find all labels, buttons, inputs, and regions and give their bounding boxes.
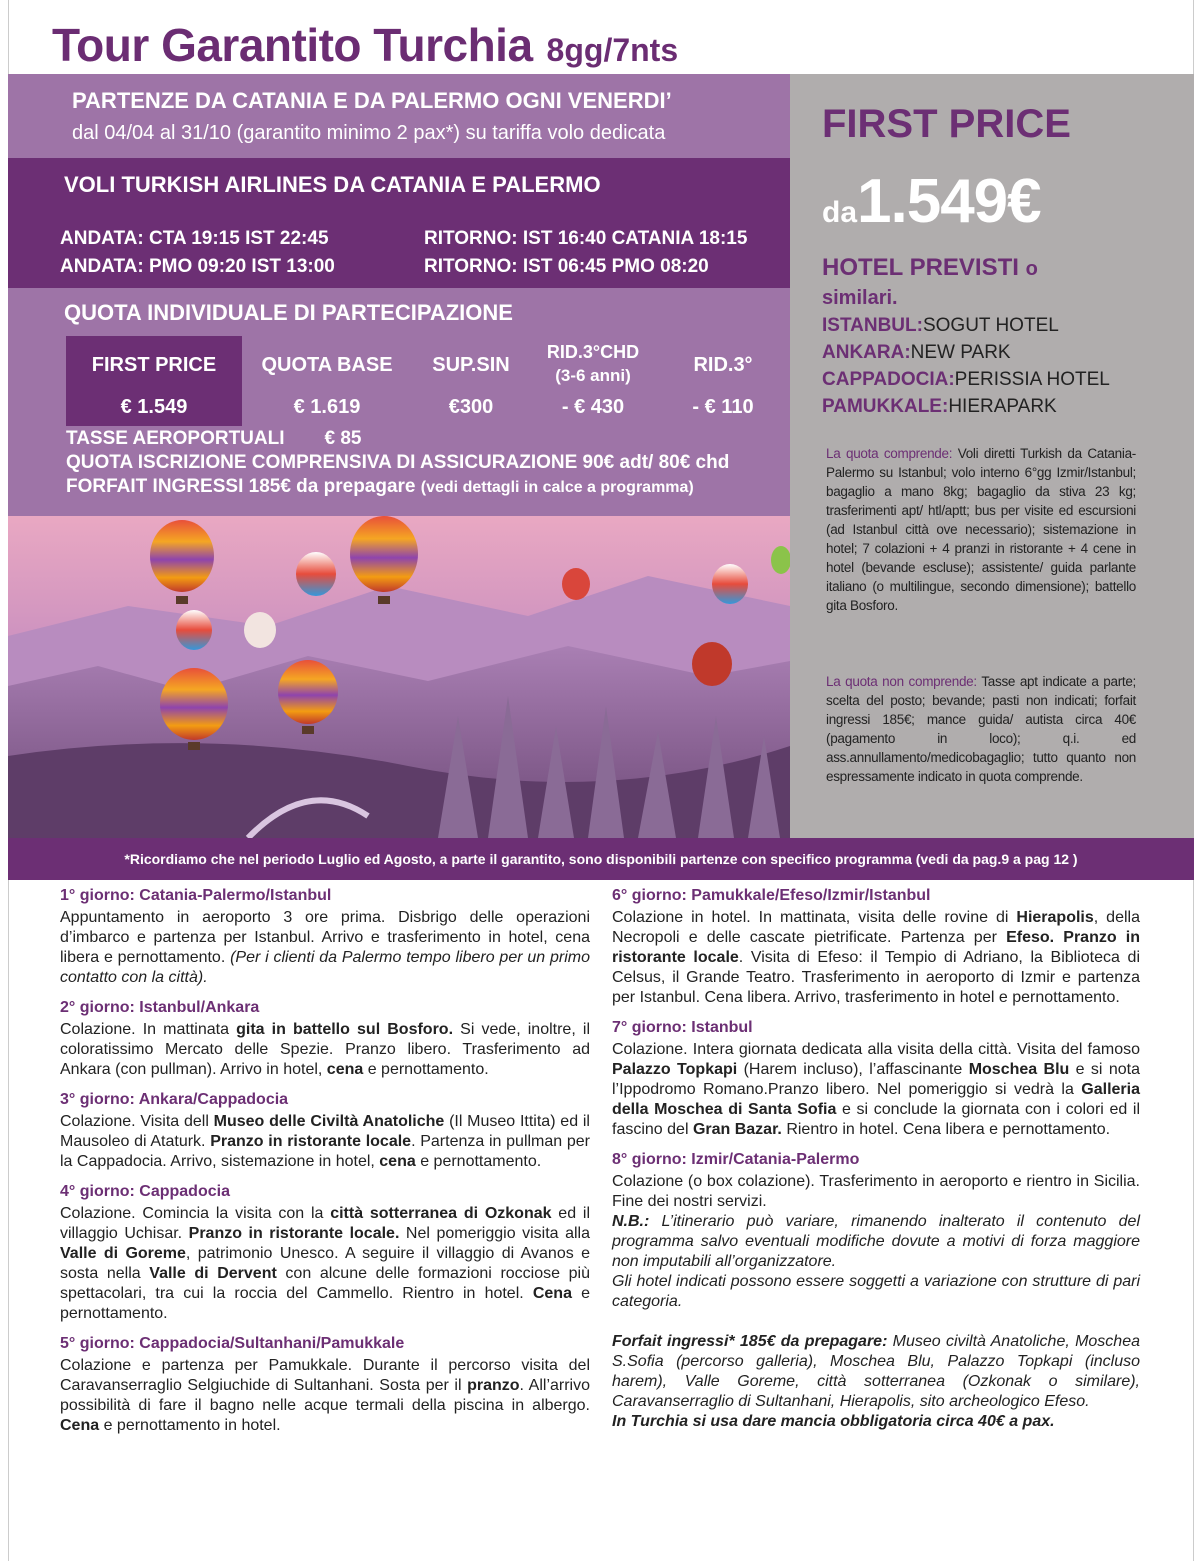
price-col-value: € 1.619	[293, 396, 361, 418]
quota-heading: QUOTA INDIVIDUALE DI PARTECIPAZIONE	[64, 300, 513, 325]
airport-taxes	[66, 428, 362, 450]
day-7	[612, 1018, 1140, 1140]
hotel-name: PERISSIA HOTEL	[954, 369, 1110, 390]
hotel-name: SOGUT HOTEL	[922, 315, 1059, 336]
forfait-note: (vedi dettagli in calce a programma)	[420, 479, 694, 496]
day-text: (Il Museo Ittita) ed il Mausoleo di Ataturk.	[60, 1113, 590, 1150]
price-col-value: €300	[448, 396, 494, 418]
day-2	[60, 998, 590, 1080]
first-price-amount	[822, 166, 1041, 237]
day-text: Nel pomeriggio visita alla	[399, 1225, 591, 1242]
day-text: e pernottamento.	[60, 1285, 590, 1322]
cappadocia-balloons-illustration	[8, 516, 790, 838]
day-highlight: Galleria della Moschea di Santa Sofia	[612, 1081, 1140, 1118]
day-text: Colazione. Intera giornata dedicata alla visita della città. Visita del famoso	[612, 1041, 1140, 1058]
day-text: . All’arrivo possibilità di fare il bagno nelle acque termali della piscina in albergo.	[60, 1377, 591, 1414]
flight-return-pmo: RITORNO: IST 06:45 PMO 08:20	[424, 256, 709, 277]
hotel-city: ISTANBUL:	[822, 315, 923, 336]
day-text: Si vede, inoltre, il coloratissimo Mercato delle Spezie. Pranzo libero. Trasferimento ad Ankara (con pullman). Arrivo in hotel,	[60, 1021, 590, 1078]
tip-note: In Turchia si usa dare mancia obbligatoria circa 40€ a pax.	[612, 1413, 1055, 1430]
quota-includes	[826, 444, 1136, 615]
hotels-heading-line2: similari.	[822, 286, 898, 309]
day-8	[612, 1150, 1140, 1312]
day-highlight: Pranzo in ristorante locale	[612, 929, 1141, 966]
day-highlight: Museo delle Civiltà Anatoliche	[213, 1113, 445, 1130]
includes-label: La quota comprende:	[826, 446, 953, 461]
day-title: 5° giorno: Cappadocia/Sultanhani/Pamukkale	[60, 1335, 405, 1352]
taxes-value: € 85	[324, 428, 362, 449]
day-text: e pernottamento.	[363, 1061, 489, 1078]
day-title: 8° giorno: Izmir/Catania-Palermo	[612, 1151, 860, 1168]
cappadocia-photo	[8, 516, 790, 838]
departures-dates: dal 04/04 al 31/10 (garantito minimo 2 pax*) su tariffa volo dedicata	[72, 122, 666, 144]
day-text: e pernottamento in hotel.	[99, 1417, 281, 1434]
day-description	[612, 908, 1140, 1008]
day-text: . Visita di Efeso: il Tempio di Adriano, la Biblioteca di Celsus, il Grande Teatro. Trasferimento in aeroporto di Izmir e partenza per Istanbul. Cena libera. Arrivo, trasferimento in hotel e pernottamento.	[612, 949, 1141, 1006]
forfait-details	[612, 1332, 1140, 1432]
day-highlight: Efeso.	[1006, 929, 1055, 946]
forfait-line	[66, 476, 694, 498]
day-highlight: Gran Bazar.	[692, 1121, 782, 1138]
tour-duration: 8gg/7nts	[546, 32, 679, 68]
hotel-name: HIERAPARK	[948, 396, 1057, 417]
day-highlight: Moschea Blu	[968, 1061, 1070, 1078]
day-1	[60, 886, 590, 988]
forfait-label: FORFAIT INGRESSI 185€ da prepagare	[66, 476, 416, 497]
day-description	[60, 1356, 590, 1436]
itinerary-right-column	[612, 886, 1140, 1432]
departures-band	[8, 74, 790, 158]
hotel-name: NEW PARK	[910, 342, 1011, 363]
day-text: e pernottamento.	[415, 1153, 542, 1170]
day-text: Appuntamento in aeroporto 3 ore prima. Disbrigo delle operazioni d’imbarco e partenza per Istanbul. Arrivo e trasferimento in hotel, cena libera e pernottamento.	[60, 909, 590, 966]
day-highlight: cena	[379, 1153, 416, 1170]
day-description	[60, 1112, 590, 1172]
day-text: . Partenza in pullman per la Cappadocia. Arrivo, sistemazione in hotel,	[60, 1133, 591, 1170]
flight-outbound-cta: ANDATA: CTA 19:15 IST 22:45	[60, 228, 329, 249]
day-title: 7° giorno: Istanbul	[612, 1019, 753, 1036]
day-6	[612, 886, 1140, 1008]
day-highlight: città sotterranea di Ozkonak	[330, 1205, 552, 1222]
hotels-heading-text: HOTEL PREVISTI	[822, 254, 1019, 281]
nb-text: L’itinerario può variare, rimanendo inalterato il contenuto del programma salvo eventuali modifiche dovute a motivi di forza maggiore non imputabili all’organizzatore.	[612, 1213, 1140, 1270]
itinerary-left-column	[60, 886, 590, 1446]
day-title: 1° giorno: Catania-Palermo/Istanbul	[60, 887, 332, 904]
day-description	[60, 1020, 590, 1080]
day-highlight: Hierapolis	[1016, 909, 1094, 926]
quota-band	[8, 288, 790, 516]
day-highlight: Valle di Goreme	[60, 1245, 186, 1262]
day-highlight: Pranzo in ristorante locale	[210, 1133, 412, 1150]
hotels-heading-suffix: o	[1025, 258, 1038, 280]
quota-excludes	[826, 672, 1136, 786]
day-highlight: Cena	[532, 1285, 572, 1302]
day-text: con alcune delle formazioni rocciose più spettacolari, tra cui la roccia del Cammello. Rientro in hotel.	[60, 1265, 591, 1302]
price-col-label: SUP.SIN	[432, 354, 510, 376]
hotel-city: PAMUKKALE:	[822, 396, 949, 417]
day-text: Colazione. Comincia la visita con la	[60, 1205, 331, 1222]
day-highlight: Pranzo in ristorante locale.	[188, 1225, 400, 1242]
hotel-variation-note: Gli hotel indicati possono essere soggetti a variazione con strutture di pari categoria.	[612, 1273, 1140, 1310]
day-description	[60, 908, 590, 988]
first-price-label: FIRST PRICE	[822, 102, 1071, 146]
day-text: e si conclude la giornata con i colori ed il fascino del	[612, 1101, 1141, 1138]
hotel-item	[822, 366, 1110, 393]
flight-outbound-pmo: ANDATA: PMO 09:20 IST 13:00	[60, 256, 335, 277]
day-highlight: pranzo	[467, 1377, 520, 1394]
day-title: 3° giorno: Ankara/Cappadocia	[60, 1091, 289, 1108]
hotel-item	[822, 393, 1110, 420]
day-text: Colazione. In mattinata	[60, 1021, 237, 1038]
price-col-value: - € 430	[561, 396, 625, 418]
departures-line: PARTENZE DA CATANIA E DA PALERMO OGNI VENERDI’	[72, 88, 672, 113]
price-prefix: da	[822, 196, 858, 229]
price-value: 1.549€	[857, 167, 1041, 236]
hotel-city: ANKARA:	[822, 342, 911, 363]
price-col-label: FIRST PRICE	[91, 354, 217, 376]
tour-title: Tour Garantito Turchia	[52, 19, 533, 71]
taxes-label: TASSE AEROPORTUALI	[66, 428, 285, 449]
day-text: , patrimonio Unesco. A seguire il villaggio di Avanos e sosta nella	[60, 1245, 590, 1282]
day-description	[60, 1204, 590, 1324]
day-text: , della Necropoli e delle cascate pietrificate. Partenza per	[612, 909, 1140, 946]
summer-note-band: *Ricordiamo che nel periodo Luglio ed Agosto, a parte il garantito, sono disponibili partenze con specifico programma (vedi da pag.9 a pag 12 )	[8, 838, 1194, 880]
day-5	[60, 1334, 590, 1436]
page-title	[52, 18, 678, 72]
excludes-label: La quota non comprende:	[826, 674, 977, 689]
day-highlight: Palazzo Topkapi	[612, 1061, 738, 1078]
hotel-item	[822, 339, 1110, 366]
day-highlight: gita in battello sul Bosforo.	[236, 1021, 454, 1038]
price-col-sublabel: (3-6 anni)	[555, 366, 631, 385]
hotel-city: CAPPADOCIA:	[822, 369, 955, 390]
flights-heading: VOLI TURKISH AIRLINES DA CATANIA E PALERMO	[64, 172, 601, 197]
day-title: 2° giorno: Istanbul/Ankara	[60, 999, 260, 1016]
hotel-list	[822, 312, 1110, 420]
day-text	[1054, 929, 1063, 946]
day-title: 6° giorno: Pamukkale/Efeso/Izmir/Istanbul	[612, 887, 931, 904]
price-col-label: RID.3°	[693, 354, 753, 376]
day-text: e si nota l’Ippodromo Romano.Pranzo libero. Nel pomeriggio si vedrà la	[612, 1061, 1140, 1098]
nb-note	[612, 1212, 1140, 1272]
price-col-value: - € 110	[692, 396, 754, 418]
day-text: Colazione. Visita dell	[60, 1113, 214, 1130]
excludes-text: Tasse apt indicate a parte; scelta del posto; bevande; pasti non indicati; forfait ingressi 185€; mance guida/ autista circa 40€ (pagamento in loco); q.i. ed ass.annullamento/medicobagaglio; tutto quanto non espressamente indicato in quota comprende.	[826, 674, 1136, 784]
day-text: (Harem incluso), l’affascinante	[737, 1061, 969, 1078]
includes-text: Voli diretti Turkish da Catania-Palermo su Istanbul; volo interno 6°gg Izmir/Istanbul; bagaglio a mano 8kg; bagaglio da stiva 23 kg; trasferimenti apt/ htl/aptt; bus per visite ed escursioni (ad Istanbul città ove necessario); sistemazione in hotel; 7 colazioni + 4 pranzi in ristorante + 4 cene in hotel (bevande escluse); assistente/ guida parlante italiano (o multilingue, secondo dimensione); battello gita Bosforo.	[826, 446, 1136, 613]
day-highlight: Valle di Dervent	[149, 1265, 277, 1282]
day-highlight: cena	[326, 1061, 364, 1078]
day-highlight: Cena	[60, 1417, 100, 1434]
price-sidebar	[790, 74, 1194, 838]
day-4	[60, 1182, 590, 1324]
registration-fee: QUOTA ISCRIZIONE COMPRENSIVA DI ASSICURAZIONE 90€ adt/ 80€ chd	[66, 452, 730, 473]
price-col-value: € 1.549	[120, 396, 188, 418]
flight-return-cta: RITORNO: IST 16:40 CATANIA 18:15	[424, 228, 748, 249]
price-col-label: RID.3°CHD	[546, 342, 640, 362]
day-text: ed il villaggio Uchisar.	[60, 1205, 590, 1242]
day-title: 4° giorno: Cappadocia	[60, 1183, 230, 1200]
day-text: Colazione in hotel. In mattinata, visita delle rovine di	[612, 909, 1017, 926]
day-text: Rientro in hotel. Cena libera e pernottamento.	[781, 1121, 1111, 1138]
flights-band	[8, 158, 790, 288]
day-note: (Per i clienti da Palermo tempo libero per un primo contatto con la città).	[60, 949, 590, 986]
nb-label: N.B.:	[612, 1213, 650, 1230]
forfait-details-text: Museo civiltà Anatoliche, Moschea S.Sofia (percorso galleria), Moschea Blu, Palazzo Topkapi (incluso harem), Valle Goreme, città sotterranea (Ozkonak o similare), Caravanserraglio di Sultanhani, Hierapolis, sito archeologico Efeso.	[612, 1333, 1140, 1410]
forfait-details-label: Forfait ingressi* 185€ da prepagare:	[612, 1333, 888, 1350]
day-text: Colazione e partenza per Pamukkale. Durante il percorso visita del Caravanserraglio Selgiuchide di Sultanhani. Sosta per il	[60, 1357, 590, 1394]
day-3	[60, 1090, 590, 1172]
hotels-heading	[822, 254, 1152, 312]
hotel-item	[822, 312, 1110, 339]
price-col-label: QUOTA BASE	[261, 354, 393, 376]
day-description	[612, 1040, 1140, 1140]
day-description: Colazione (o box colazione). Trasferimento in aeroporto e rientro in Sicilia. Fine dei nostri servizi.	[612, 1173, 1140, 1210]
